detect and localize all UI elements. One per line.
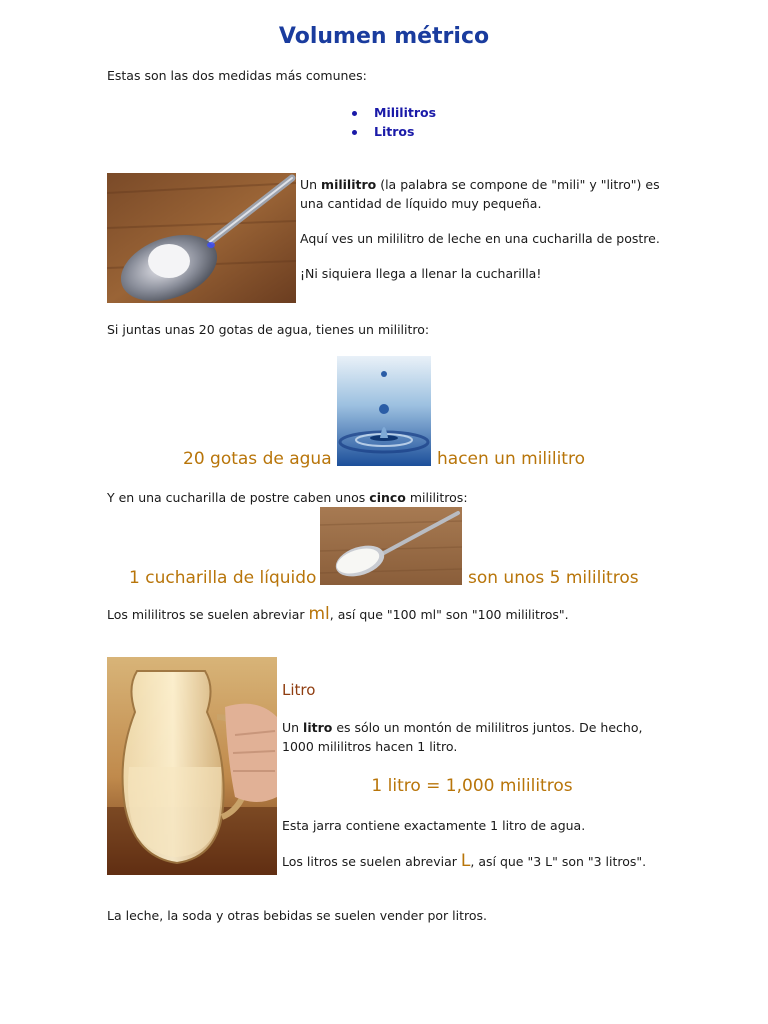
spoon-milk-photo [107,173,296,303]
jug-photo [107,657,277,875]
ml-paragraph-1: Un mililitro (la palabra se compone de "mili" y "litro") es una cantidad de líquido muy pequeña. [300,177,660,211]
litro-paragraph-1: Un litro es sólo un montón de mililitros juntos. De hecho, 1000 mililitros hacen 1 litro. [282,720,643,754]
units-list [350,103,436,141]
drops-right-label: hacen un mililitro [437,449,585,469]
page-title: Volumen métrico [278,24,490,49]
list-item-litros: Litros [350,122,436,141]
drops-left-label: 20 gotas de agua [183,449,332,469]
litro-term: litro [303,720,333,735]
ml-symbol: ml [308,604,330,624]
spoon-intro: Y en una cucharilla de postre caben unos cinco mililitros: [107,490,468,505]
litro-equation: 1 litro = 1,000 mililitros [371,776,573,796]
ml-paragraph-2: Aquí ves un mililitro de leche en una cucharilla de postre. [300,231,660,246]
cinco-term: cinco [369,490,406,505]
water-drop-photo [337,356,431,466]
ml-abbreviation: Los mililitros se suelen abreviar ml, así que "100 ml" son "100 mililitros". [107,604,569,624]
spoon-left-label: 1 cucharilla de líquido [129,568,317,588]
ml-paragraph-3: ¡Ni siquiera llega a llenar la cucharilla! [300,266,542,281]
drops-intro: Si juntas unas 20 gotas de agua, tienes un mililitro: [107,322,430,337]
litro-abbreviation: Los litros se suelen abreviar L, así que "3 L" son "3 litros". [282,851,647,871]
litro-heading: Litro [282,681,316,699]
litro-symbol: L [460,851,471,871]
ml-description [300,175,660,283]
jug-caption: Esta jarra contiene exactamente 1 litro de agua. [282,818,586,833]
spoon-right-label: son unos 5 mililitros [468,568,639,588]
footer-text: La leche, la soda y otras bebidas se suelen vender por litros. [107,908,487,923]
ml-term: mililitro [321,177,377,192]
litro-description [282,718,662,756]
list-item-mililitros: Mililitros [350,103,436,122]
teaspoon-photo [320,507,462,585]
intro-text: Estas son las dos medidas más comunes: [107,68,367,83]
